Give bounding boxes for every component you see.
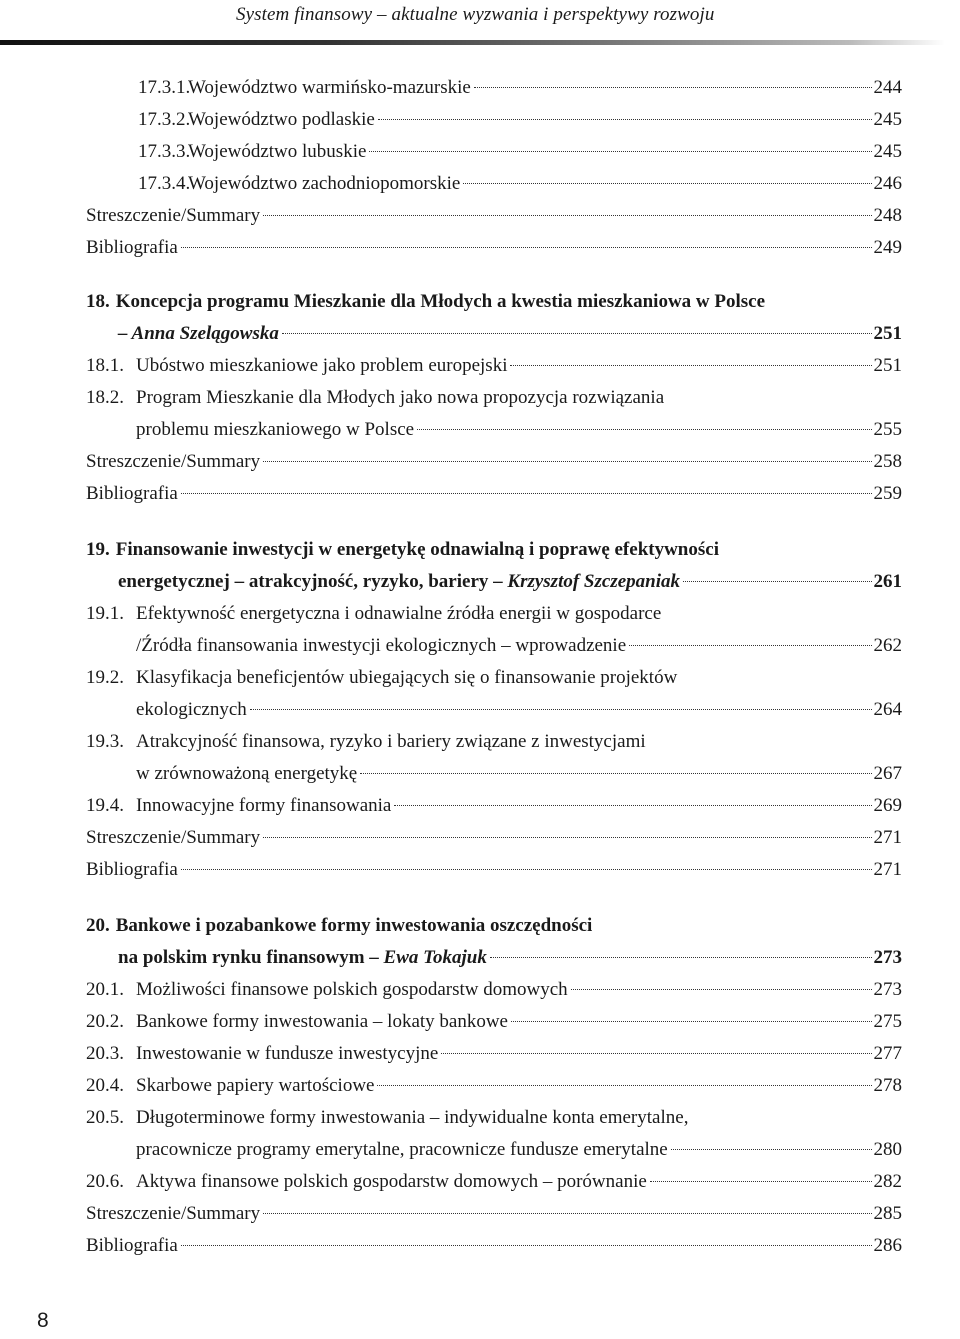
table-of-contents xyxy=(86,72,902,1262)
header-rule xyxy=(0,40,945,45)
toc-entry: 20.1. Możliwości finansowe polskich gospodarstw domowych 273 xyxy=(86,974,902,1006)
toc-page-number: 261 xyxy=(873,571,902,592)
toc-chapter-20: 20. Bankowe i pozabankowe formy inwestowania oszczędności na polskim rynku finansowym – Ewa Tokajuk 273 xyxy=(86,910,902,974)
toc-entry: 17.3.3. Województwo lubuskie 245 xyxy=(86,136,902,168)
page-number: 8 xyxy=(37,1309,49,1332)
toc-page-number: 277 xyxy=(873,1043,902,1064)
toc-page-number: 286 xyxy=(873,1235,902,1256)
toc-entry: 18.2. Program Mieszkanie dla Młodych jako nowa propozycja rozwiązania problemu mieszkaniowego w Polsce 255 xyxy=(86,382,902,446)
toc-page-number: 282 xyxy=(873,1171,902,1192)
toc-entry: 20.5. Długoterminowe formy inwestowania – indywidualne konta emerytalne, pracownicze programy emerytalne, pracownicze fundusze emerytalne 280 xyxy=(86,1102,902,1166)
toc-page-number: 267 xyxy=(873,763,902,784)
toc-page-number: 249 xyxy=(873,237,902,258)
toc-entry: 17.3.2. Województwo podlaskie 245 xyxy=(86,104,902,136)
toc-page-number: 244 xyxy=(873,77,902,98)
toc-page-number: 245 xyxy=(873,109,902,130)
toc-page-number: 280 xyxy=(873,1139,902,1160)
toc-entry: 19.2. Klasyfikacja beneficjentów ubiegających się o finansowanie projektów ekologicznych 264 xyxy=(86,662,902,726)
toc-page-number: 269 xyxy=(873,795,902,816)
toc-entry-summary: Streszczenie/Summary 271 xyxy=(86,822,902,854)
toc-entry-bibliography: Bibliografia 271 xyxy=(86,854,902,886)
toc-page-number: 262 xyxy=(873,635,902,656)
toc-entry: 19.4. Innowacyjne formy finansowania 269 xyxy=(86,790,902,822)
toc-page-number: 248 xyxy=(873,205,902,226)
toc-chapter-19: 19. Finansowanie inwestycji w energetykę odnawialną i poprawę efektywności energetycznej – atrakcyjność, ryzyko, bariery – Krzysztof Szczepaniak 261 xyxy=(86,534,902,598)
running-header-title: System finansowy – aktualne wyzwania i perspektywy rozwoju xyxy=(236,4,715,25)
toc-entry: 20.6. Aktywa finansowe polskich gospodarstw domowych – porównanie 282 xyxy=(86,1166,902,1198)
running-header xyxy=(0,0,960,60)
chapter-title: Koncepcja programu Mieszkanie dla Młodych a kwestia mieszkaniowa w Polsce xyxy=(115,291,766,312)
toc-chapter-18: 18. Koncepcja programu Mieszkanie dla Młodych a kwestia mieszkaniowa w Polsce – Anna Szelągowska 251 xyxy=(86,286,902,350)
toc-entry: 20.4. Skarbowe papiery wartościowe 278 xyxy=(86,1070,902,1102)
chapter-author: Ewa Tokajuk xyxy=(383,947,487,968)
toc-entry-summary: Streszczenie/Summary 258 xyxy=(86,446,902,478)
toc-entry-summary: Streszczenie/Summary 285 xyxy=(86,1198,902,1230)
toc-page-number: 278 xyxy=(873,1075,902,1096)
toc-entry: 17.3.4. Województwo zachodniopomorskie 246 xyxy=(86,168,902,200)
toc-page-number: 273 xyxy=(873,947,902,968)
toc-entry: 18.1. Ubóstwo mieszkaniowe jako problem europejski 251 xyxy=(86,350,902,382)
toc-page-number: 285 xyxy=(873,1203,902,1224)
toc-page-number: 264 xyxy=(873,699,902,720)
toc-entry: 19.1. Efektywność energetyczna i odnawialne źródła energii w gospodarce /Źródła finansowania inwestycji ekologicznych – wprowadzenie 262 xyxy=(86,598,902,662)
toc-page-number: 251 xyxy=(873,323,902,344)
toc-entry-bibliography: Bibliografia 249 xyxy=(86,232,902,264)
toc-page-number: 251 xyxy=(873,355,902,376)
toc-page-number: 271 xyxy=(873,827,902,848)
chapter-title: Finansowanie inwestycji w energetykę odnawialną i poprawę efektywności xyxy=(115,539,719,560)
toc-entry-summary: Streszczenie/Summary 248 xyxy=(86,200,902,232)
toc-entry: 17.3.1. Województwo warmińsko-mazurskie 244 xyxy=(86,72,902,104)
toc-page-number: 271 xyxy=(873,859,902,880)
toc-page-number: 259 xyxy=(873,483,902,504)
chapter-author: – Anna Szelągowska xyxy=(118,323,279,344)
toc-page-number: 275 xyxy=(873,1011,902,1032)
toc-entry-bibliography: Bibliografia 259 xyxy=(86,478,902,510)
toc-entry: 20.2. Bankowe formy inwestowania – lokaty bankowe 275 xyxy=(86,1006,902,1038)
toc-page-number: 258 xyxy=(873,451,902,472)
toc-page-number: 273 xyxy=(873,979,902,1000)
toc-page-number: 255 xyxy=(873,419,902,440)
toc-page-number: 245 xyxy=(873,141,902,162)
toc-entry: 19.3. Atrakcyjność finansowa, ryzyko i bariery związane z inwestycjami w zrównoważoną energetykę 267 xyxy=(86,726,902,790)
chapter-title: Bankowe i pozabankowe formy inwestowania oszczędności xyxy=(115,915,593,936)
toc-entry-bibliography: Bibliografia 286 xyxy=(86,1230,902,1262)
toc-page-number: 246 xyxy=(873,173,902,194)
toc-entry: 20.3. Inwestowanie w fundusze inwestycyjne 277 xyxy=(86,1038,902,1070)
chapter-author: Krzysztof Szczepaniak xyxy=(507,571,680,592)
